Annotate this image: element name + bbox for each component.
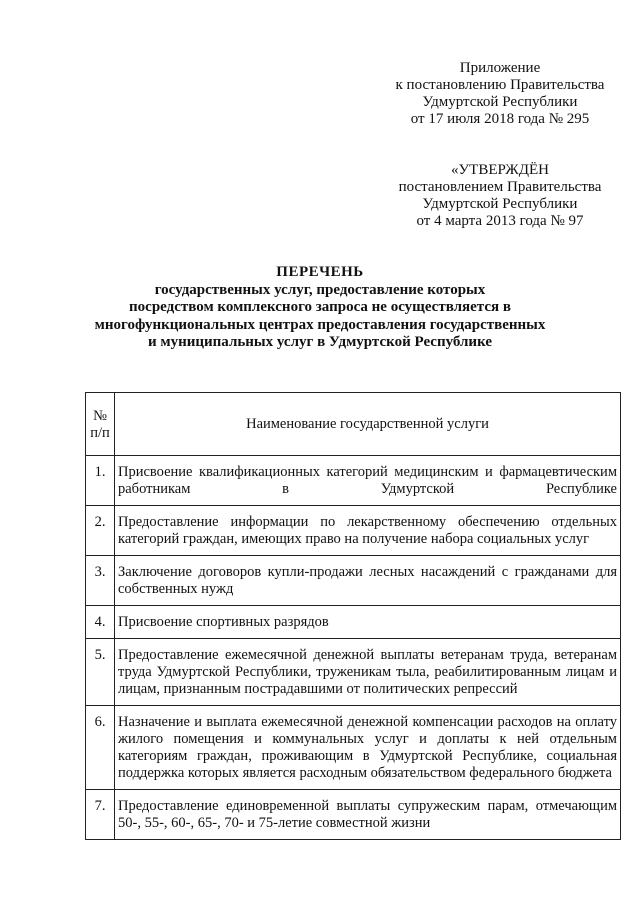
table-row (86, 706, 621, 790)
row-service-name: Предоставление информации по лекарственному обеспечению отдельных категорий граждан, имеющих право на получение набора социальных услуг (115, 506, 621, 556)
row-service-name: Присвоение квалификационных категорий медицинским и фармацевтическим работникам в Удмуртской Республике (115, 456, 621, 506)
table-row (86, 556, 621, 606)
row-service-name: Предоставление ежемесячной денежной выплаты ветеранам труда, ветеранам труда Удмуртской Республики, труженикам тыла, реабилитированным лицам и лицам, признанным пострадавшими от политических репрессий (115, 639, 621, 706)
row-service-name: Предоставление единовременной выплаты супружеским парам, отмечающим 50-, 55-, 60-, 65-, 70- и 75-летие совместной жизни (115, 790, 621, 840)
table-row (86, 790, 621, 840)
row-number-cell (86, 790, 115, 840)
row-service-name: Присвоение спортивных разрядов (115, 606, 621, 639)
appendix-block (395, 60, 605, 128)
services-table (85, 392, 621, 840)
row-number-cell (86, 556, 115, 606)
document-title (90, 264, 550, 352)
row-number-cell (86, 456, 115, 506)
approval-line: Удмуртской Республики (422, 196, 578, 212)
header-number-label: № п/п (90, 408, 110, 441)
table-header-row (86, 393, 621, 456)
table-row (86, 639, 621, 706)
row-service-name: Заключение договоров купли-продажи лесных насаждений с гражданами для собственных нужд (115, 556, 621, 606)
row-number-cell (86, 639, 115, 706)
title-line: государственных услуг, предоставление которых (154, 281, 486, 298)
title-heading: ПЕРЕЧЕНЬ (276, 264, 364, 280)
appendix-line: от 17 июля 2018 года № 295 (410, 111, 590, 127)
row-number: 2. (94, 514, 106, 530)
appendix-line: Приложение (459, 60, 541, 76)
row-number: 3. (94, 564, 106, 580)
approval-line: постановлением Правительства (398, 179, 602, 195)
row-number: 6. (94, 714, 106, 730)
header-name: Наименование государственной услуги (115, 393, 621, 456)
table-row (86, 456, 621, 506)
title-line: и муниципальных услуг в Удмуртской Республике (147, 334, 492, 350)
row-number-cell (86, 706, 115, 790)
row-number: 7. (94, 798, 106, 814)
row-number: 1. (94, 464, 106, 480)
approval-line: от 4 марта 2013 года № 97 (416, 213, 584, 229)
row-number-cell (86, 606, 115, 639)
table-row (86, 606, 621, 639)
table-row (86, 506, 621, 556)
row-service-name: Назначение и выплата ежемесячной денежной компенсации расходов на оплату жилого помещения и коммунальных услуг и доплаты к ней отдельным категориям граждан, проживающим в Удмуртской Республике, социальная поддержка которых является расходным обязательством федерального бюджета (115, 706, 621, 790)
header-number (86, 393, 115, 456)
approval-line: «УТВЕРЖДЁН (451, 162, 549, 178)
row-number: 5. (94, 647, 106, 663)
row-number-cell (86, 506, 115, 556)
title-line: посредством комплексного запроса не осуществляется в (129, 299, 511, 315)
appendix-line: Удмуртской Республики (422, 94, 578, 110)
appendix-line: к постановлению Правительства (395, 77, 605, 93)
approval-stamp-block (395, 162, 605, 230)
title-line: многофункциональных центрах предоставления государственных (94, 316, 546, 333)
row-number: 4. (94, 614, 106, 630)
